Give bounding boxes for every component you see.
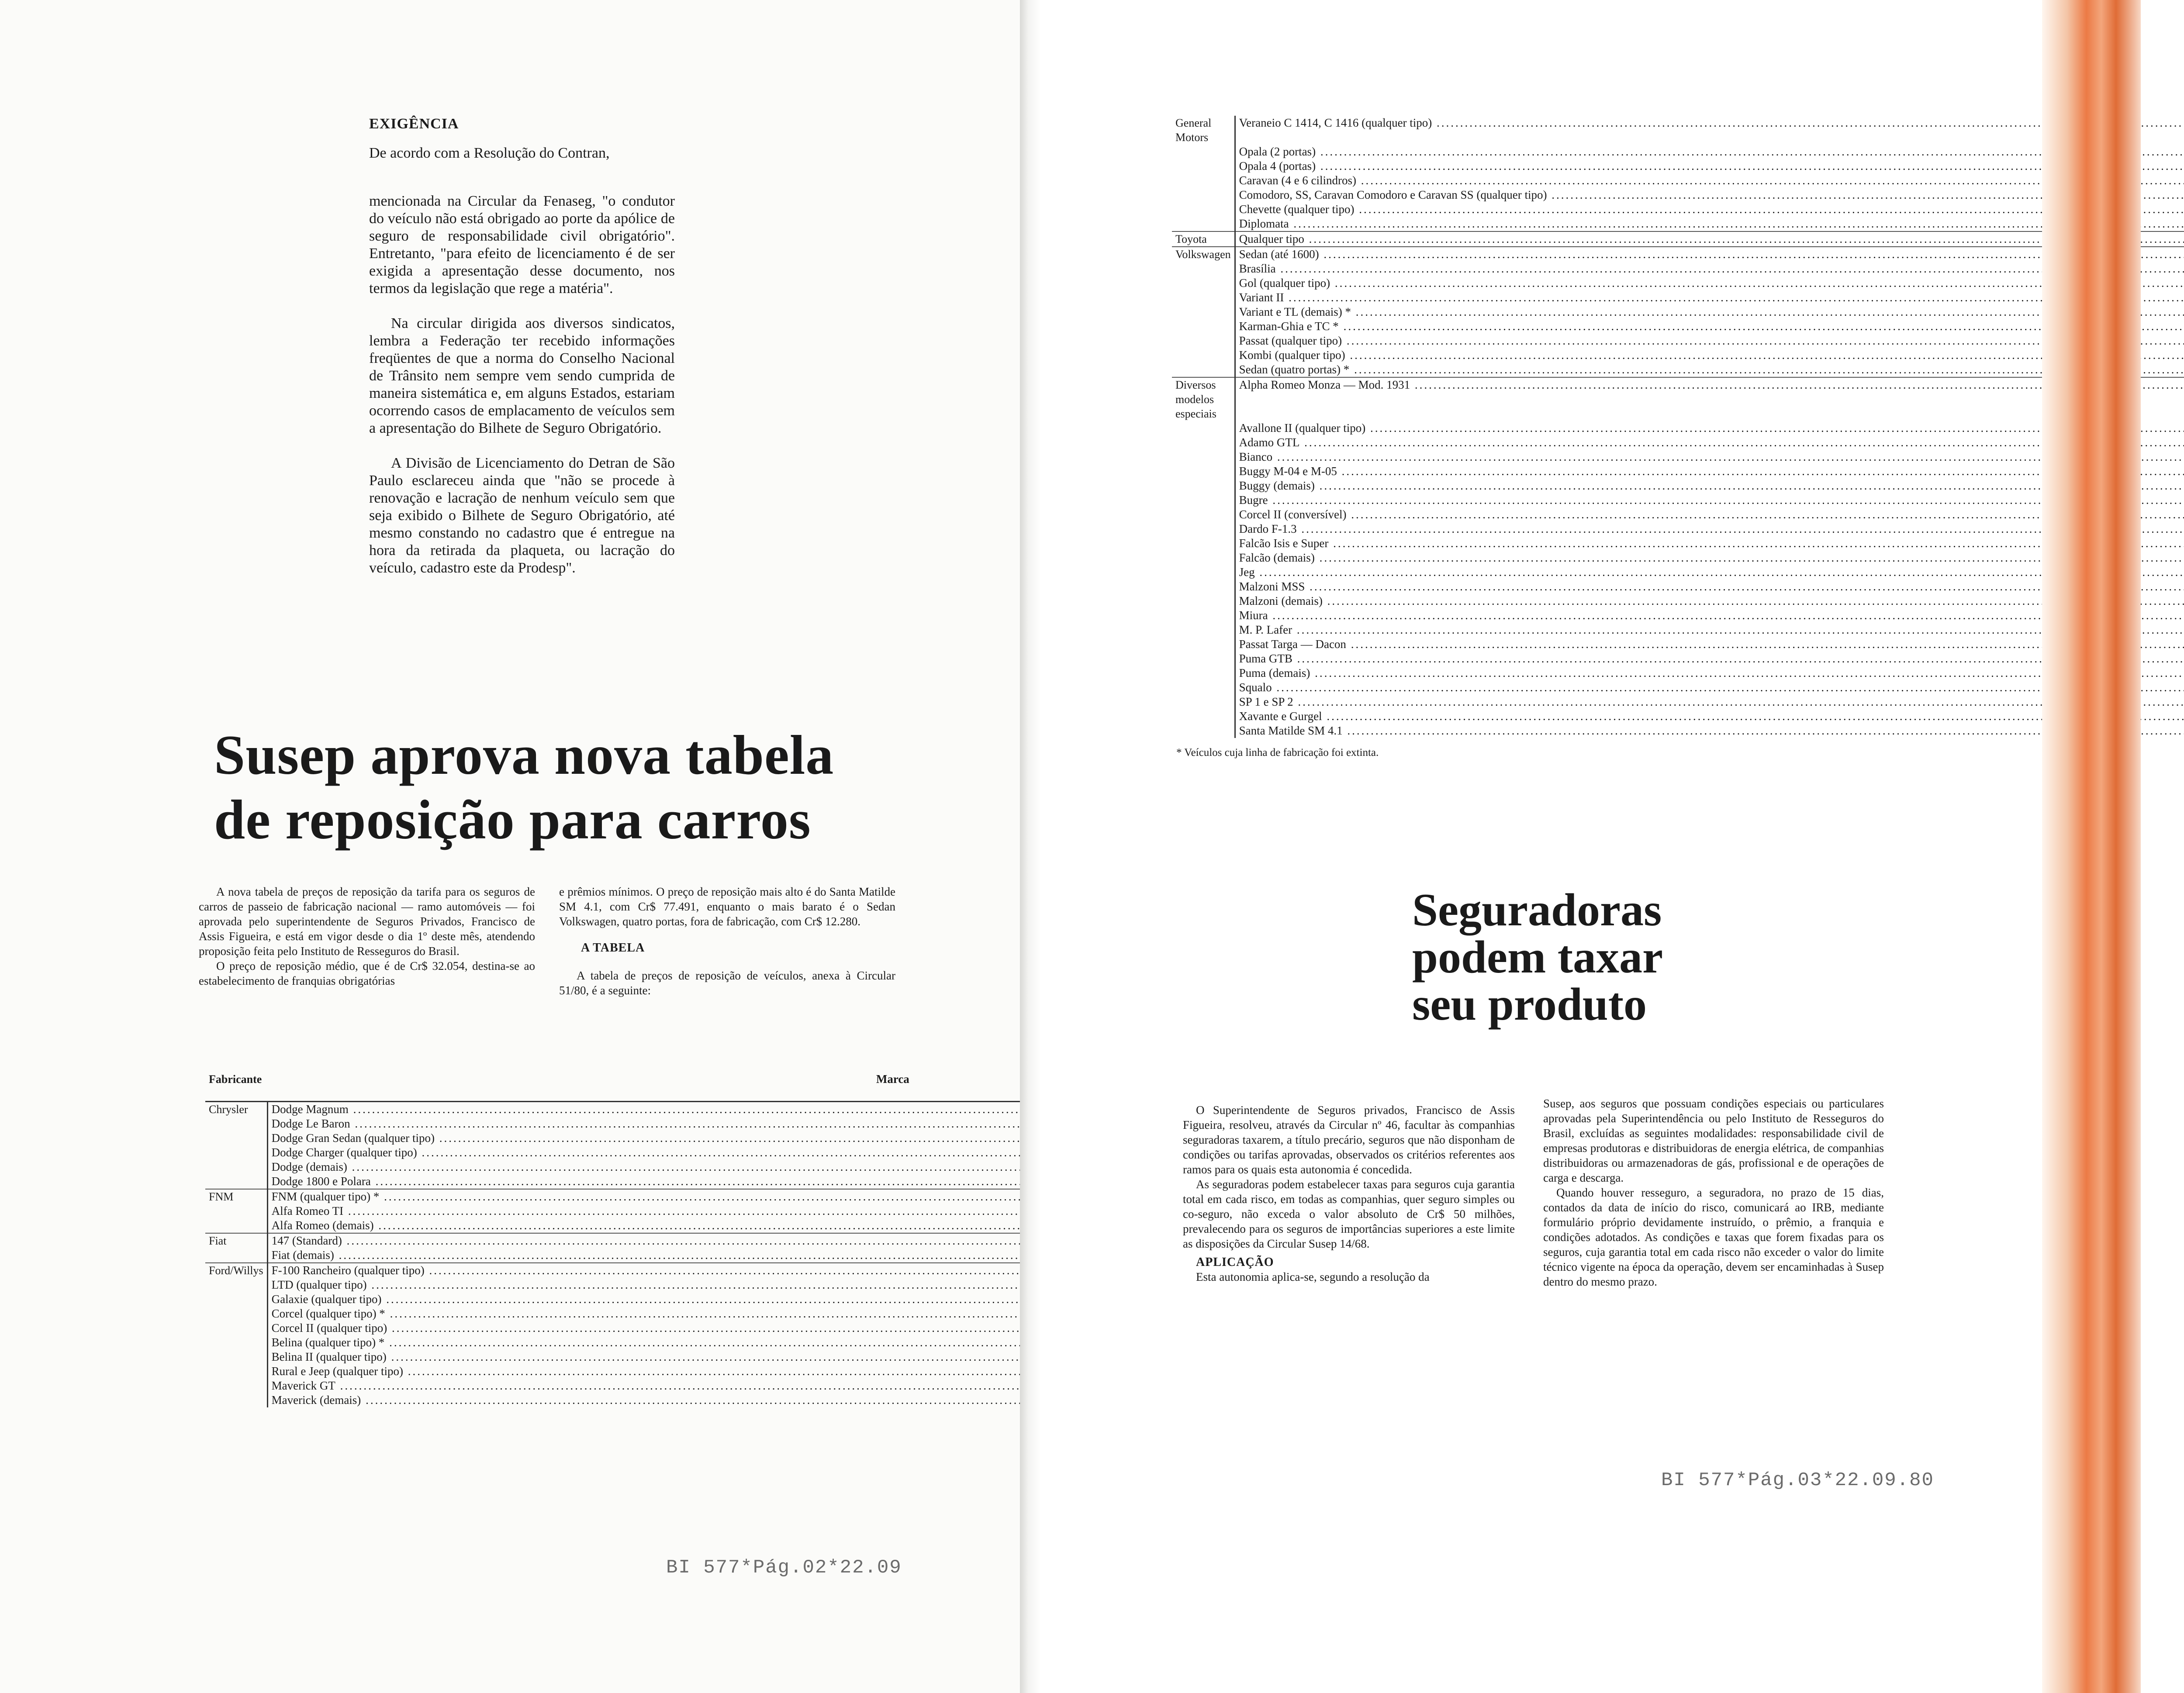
model-name: Corcel (qualquer tipo) * ..... xyxy=(272,1307,1515,1321)
maker-cell xyxy=(1172,435,1235,450)
maker-cell: Fiat xyxy=(209,1234,227,1247)
model-name: Belina II (qualquer tipo) ..... xyxy=(272,1350,1515,1364)
page-edge xyxy=(2042,0,2141,1693)
model-name: Miura ..... xyxy=(1239,608,2184,623)
maker-cell: Diversos modelos especiais xyxy=(1175,379,1216,420)
maker-cell xyxy=(1172,623,1235,637)
model-name: Passat Targa — Dacon ..... xyxy=(1239,637,2184,652)
model-name: Belina (qualquer tipo) * ..... xyxy=(272,1335,1515,1350)
maker-cell xyxy=(205,1248,267,1263)
model-name: Avallone II (qualquer tipo) ..... xyxy=(1239,421,2184,435)
headline-line: podem taxar xyxy=(1412,931,1663,983)
maker-cell xyxy=(1172,290,1235,305)
left-page xyxy=(0,0,1020,1693)
table-row xyxy=(1172,709,2184,724)
price-table xyxy=(1172,116,2184,738)
maker-cell xyxy=(205,1145,267,1160)
maker-cell xyxy=(1172,202,1235,217)
table-row xyxy=(1172,262,2184,276)
exigencia-paragraph: Na circular dirigida aos diversos sindicatos, lembra a Federação ter recebido informações freqüentes de que a norma do Conselho Nacional de Trânsito nem sempre vem sendo cumprida de maneira sistemática e, em alguns Estados, estariam ocorrendo casos de emplacamento de veículos sem a apresentação do Bilhete de Seguro Obrigatório. xyxy=(369,315,675,436)
maker-cell xyxy=(205,1218,267,1233)
table-row xyxy=(1172,522,2184,536)
table-row xyxy=(1172,594,2184,608)
maker-cell xyxy=(1172,507,1235,522)
model-name: Dodge 1800 e Polara ..... xyxy=(272,1174,1515,1189)
table-row xyxy=(1172,159,2184,173)
page-stamp: BI 577*Pág.02*22.09 xyxy=(666,1557,902,1579)
price-table-right xyxy=(1172,116,2024,759)
maker-cell xyxy=(1172,522,1235,536)
model-name: Sedan (até 1600) ..... xyxy=(1239,247,2184,262)
model-name: Kombi (qualquer tipo) ..... xyxy=(1239,348,2184,362)
article-paragraph: O Superintendente de Seguros privados, Francisco de Assis Figueira, resolveu, através da Circular nº 46, facultar às companhias seguradoras taxarem, a título precário, seguros que não disponham de condições ou tarifas aprovadas, observados os critérios referentes aos ramos para os quais esta autonomia é concedida. xyxy=(1183,1103,1515,1176)
exigencia-paragraph: mencionada na Circular da Fenaseg, "o condutor do veículo não está obrigado ao porte da apólice de seguro de responsabilidade civil obrigatório". Entretanto, "para efeito de licenciamento é de ser exigida a apresentação desse documento, nos termos da legislação que rege a matéria". xyxy=(369,193,675,297)
maker-cell xyxy=(1172,362,1235,377)
maker-cell xyxy=(1172,536,1235,551)
model-name: LTD (qualquer tipo) ..... xyxy=(272,1278,1515,1292)
model-name: Alfa Romeo TI ..... xyxy=(272,1204,1515,1218)
model-name: Bianco ..... xyxy=(1239,450,2184,464)
table-row xyxy=(1172,188,2184,202)
maker-cell xyxy=(205,1292,267,1307)
article-column-2 xyxy=(1543,1096,1884,1289)
maker-cell xyxy=(1172,579,1235,594)
article-column-2 xyxy=(559,884,895,998)
table-row xyxy=(1172,231,2184,247)
maker-cell xyxy=(205,1350,267,1364)
maker-cell xyxy=(205,1117,267,1131)
article-subhead: A TABELA xyxy=(581,941,645,955)
model-name: Sedan (quatro portas) * ..... xyxy=(1239,362,2184,377)
maker-cell xyxy=(205,1174,267,1189)
maker-cell xyxy=(205,1307,267,1321)
model-name: Squalo ..... xyxy=(1239,680,2184,695)
maker-cell xyxy=(1172,217,1235,231)
model-name: Dardo F-1.3 ..... xyxy=(1239,522,2184,536)
headline-line: Seguradoras xyxy=(1412,884,1662,935)
table-row xyxy=(1172,421,2184,435)
table-row xyxy=(1172,217,2184,231)
table-row xyxy=(1172,507,2184,522)
exigencia-paragraph: De acordo com a Resolução do Contran, xyxy=(369,145,610,161)
model-name: Variant e TL (demais) * ..... xyxy=(1239,305,2184,319)
table-row xyxy=(1172,464,2184,479)
maker-cell xyxy=(1172,695,1235,709)
maker-cell xyxy=(1172,421,1235,435)
table-row xyxy=(1172,276,2184,290)
table-row xyxy=(1172,493,2184,507)
maker-cell xyxy=(1172,608,1235,623)
maker-cell xyxy=(1172,188,1235,202)
model-name: Dodge Gran Sedan (qualquer tipo) ..... xyxy=(272,1131,1515,1145)
article-headline xyxy=(214,723,957,852)
model-name: Puma GTB ..... xyxy=(1239,652,2184,666)
table-row xyxy=(1172,450,2184,464)
maker-cell xyxy=(205,1364,267,1379)
table-row xyxy=(1172,666,2184,680)
maker-cell xyxy=(1172,551,1235,565)
maker-cell xyxy=(1172,724,1235,738)
model-name: Passat (qualquer tipo) ..... xyxy=(1239,334,2184,348)
maker-cell xyxy=(205,1379,267,1393)
right-page xyxy=(1041,0,2141,1693)
model-name: Falcão (demais) ..... xyxy=(1239,551,2184,565)
article-paragraph: e prêmios mínimos. O preço de reposição mais alto é do Santa Matilde SM 4.1, com Cr$ 77.491, enquanto o mais barato é o Sedan Volkswagen, quatro portas, fora de fabricação, com Cr$ 12.280. xyxy=(559,885,895,928)
table-row xyxy=(1172,565,2184,579)
table-row xyxy=(1172,551,2184,565)
maker-cell xyxy=(1172,262,1235,276)
maker-cell xyxy=(1172,709,1235,724)
model-name: Chevette (qualquer tipo) ..... xyxy=(1239,202,2184,217)
maker-cell xyxy=(1172,450,1235,464)
model-name: Karman-Ghia e TC * ..... xyxy=(1239,319,2184,334)
model-name: Bugre ..... xyxy=(1239,493,2184,507)
table-row xyxy=(1172,305,2184,319)
maker-cell: Toyota xyxy=(1175,233,1207,245)
model-name: Alfa Romeo (demais) ..... xyxy=(272,1218,1515,1233)
table-row xyxy=(1172,579,2184,594)
model-name: Jeg ..... xyxy=(1239,565,2184,579)
maker-cell: Chrysler xyxy=(209,1103,248,1116)
table-row xyxy=(1172,536,2184,551)
table-row xyxy=(1172,202,2184,217)
column-header-marca: Marca xyxy=(267,1072,1519,1102)
maker-cell xyxy=(1172,637,1235,652)
maker-cell xyxy=(1172,145,1235,159)
article-column-1 xyxy=(199,884,535,988)
model-name: Rural e Jeep (qualquer tipo) ..... xyxy=(272,1364,1515,1379)
table-row xyxy=(1172,334,2184,348)
model-name: Malzoni (demais) ..... xyxy=(1239,594,2184,608)
table-row xyxy=(1172,247,2184,262)
article-paragraph: A tabela de preços de reposição de veículos, anexa à Circular 51/80, é a seguinte: xyxy=(559,969,895,997)
article-paragraph: As seguradoras podem estabelecer taxas para seguros cuja garantia total em cada risco, em todas as companhias, quer seguro simples ou co-seguro, não exceda o valor absoluto de Cr$ 50 milhões, prevalecendo para os seguros de importâncias superiores a este limite as disposições da Circular Susep 14/68. xyxy=(1183,1178,1515,1250)
table-row xyxy=(1172,623,2184,637)
model-name: FNM (qualquer tipo) * ..... xyxy=(272,1190,1515,1204)
exigencia-paragraph: A Divisão de Licenciamento do Detran de São Paulo esclareceu ainda que "não se procede à renovação e lacração de nenhum veículo sem que seja exibido o Bilhete de Seguro Obrigatório, até mesmo constando no cadastro que é entregue na hora da retirada da plaqueta, ou lacração do veículo, cadastro este da Prodesp". xyxy=(369,455,675,576)
maker-cell xyxy=(205,1160,267,1174)
model-name: Alpha Romeo Monza — Mod. 1931 ..... xyxy=(1239,378,2184,392)
maker-cell xyxy=(1172,276,1235,290)
maker-cell xyxy=(205,1131,267,1145)
model-name: Falcão Isis e Super ..... xyxy=(1239,536,2184,551)
table-row xyxy=(1172,652,2184,666)
table-row xyxy=(1172,680,2184,695)
table-row xyxy=(1172,290,2184,305)
maker-cell xyxy=(1172,479,1235,493)
model-name: Puma (demais) ..... xyxy=(1239,666,2184,680)
model-name: Malzoni MSS ..... xyxy=(1239,579,2184,594)
model-name: Gol (qualquer tipo) ..... xyxy=(1239,276,2184,290)
model-name: Corcel II (qualquer tipo) ..... xyxy=(272,1321,1515,1335)
maker-cell xyxy=(205,1321,267,1335)
model-name: Qualquer tipo ..... xyxy=(1239,232,2184,246)
model-name: Buggy M-04 e M-05 ..... xyxy=(1239,464,2184,479)
headline-line: seu produto xyxy=(1412,979,1647,1030)
model-name: Veraneio C 1414, C 1416 (qualquer tipo) ..... xyxy=(1239,116,2184,130)
model-name: Variant II ..... xyxy=(1239,290,2184,305)
page-stamp: BI 577*Pág.03*22.09.80 xyxy=(1661,1469,1934,1491)
maker-cell xyxy=(1172,666,1235,680)
table-row xyxy=(1172,145,2184,159)
table-row xyxy=(1172,362,2184,377)
model-name: Fiat (demais) ..... xyxy=(272,1248,1515,1262)
maker-cell: Volkswagen xyxy=(1175,248,1231,261)
maker-cell xyxy=(1172,305,1235,319)
maker-cell xyxy=(205,1335,267,1350)
maker-cell xyxy=(1172,652,1235,666)
article-paragraph: O preço de reposição médio, que é de Cr$ 32.054, destina-se ao estabelecimento de franquias obrigatórias xyxy=(199,959,535,987)
maker-cell: FNM xyxy=(209,1190,234,1203)
model-name: SP 1 e SP 2 ..... xyxy=(1239,695,2184,709)
table-row xyxy=(1172,608,2184,623)
article-paragraph: Quando houver resseguro, a seguradora, no prazo de 15 dias, contados da data de início do risco, comunicará ao IRB, mediante formulário próprio devidamente instruído, o prêmio, a franquia e condições adotados. As condições e taxas que forem fixadas para os seguros, cuja garantia total em cada risco não exceder o valor do limite técnico vigente na época da operação, devem ser encaminhadas à Susep dentro do mesmo prazo. xyxy=(1543,1186,1884,1288)
table-row xyxy=(1172,377,2184,421)
table-row xyxy=(1172,479,2184,493)
model-name: Adamo GTL ..... xyxy=(1239,435,2184,450)
model-name: Dodge (demais) ..... xyxy=(272,1160,1515,1174)
exigencia-section xyxy=(369,116,684,577)
table-row xyxy=(1172,695,2184,709)
model-name: Dodge Le Baron ..... xyxy=(272,1117,1515,1131)
model-name: Santa Matilde SM 4.1 ..... xyxy=(1239,724,2184,738)
model-name: F-100 Rancheiro (qualquer tipo) ..... xyxy=(272,1263,1515,1278)
article-paragraph: A nova tabela de preços de reposição da tarifa para os seguros de carros de passeio de fabricação nacional — ramo automóveis — foi aprovada pelo superintendente de Seguros Privados, Francisco de Assis Figueira, e está em vigor desde o dia 1º deste mês, atendendo proposição feita pelo Instituto de Resseguros do Brasil. xyxy=(199,885,535,958)
maker-cell xyxy=(205,1204,267,1218)
model-name: Galaxie (qualquer tipo) ..... xyxy=(272,1292,1515,1307)
table-row xyxy=(1172,435,2184,450)
maker-cell xyxy=(1172,334,1235,348)
model-name: 147 (Standard) ..... xyxy=(272,1234,1515,1248)
maker-cell xyxy=(1172,594,1235,608)
model-name: Brasília ..... xyxy=(1239,262,2184,276)
maker-cell xyxy=(1172,680,1235,695)
article-paragraph: Esta autonomia aplica-se, segundo a resolução da xyxy=(1196,1270,1430,1283)
maker-cell xyxy=(1172,348,1235,362)
table-row xyxy=(1172,116,2184,145)
headline-line: Susep aprova nova tabela xyxy=(214,724,834,786)
model-name: Dodge Magnum ..... xyxy=(272,1102,1515,1117)
article-subhead: APLICAÇÃO xyxy=(1196,1255,1274,1269)
model-name: Opala (2 portas) ..... xyxy=(1239,145,2184,159)
article-paragraph: Susep, aos seguros que possuam condições especiais ou particulares aprovadas pela Superintendência ou pelo Instituto de Resseguros do Brasil, excluídas as seguintes modalidades: responsabilidade civil de empresas produtoras e distribuidoras de energia elétrica, de companhias distribuidoras ou armazenadoras de gás, profissional e de operações de carga e descarga. xyxy=(1543,1097,1884,1184)
headline-line: de reposição para carros xyxy=(214,789,811,851)
model-name: Xavante e Gurgel ..... xyxy=(1239,709,2184,724)
model-name: Buggy (demais) ..... xyxy=(1239,479,2184,493)
model-name: Corcel II (conversível) ..... xyxy=(1239,507,2184,522)
table-row xyxy=(1172,637,2184,652)
article-headline xyxy=(1412,886,1849,1028)
maker-cell xyxy=(1172,565,1235,579)
model-name: Comodoro, SS, Caravan Comodoro e Caravan SS (qualquer tipo) ..... xyxy=(1239,188,2184,202)
maker-cell xyxy=(1172,319,1235,334)
model-name: M. P. Lafer ..... xyxy=(1239,623,2184,637)
table-row xyxy=(1172,173,2184,188)
table-footnote: * Veículos cuja linha de fabricação foi extinta. xyxy=(1176,747,1379,759)
maker-cell: Ford/Willys xyxy=(209,1264,263,1277)
column-header-fabricante: Fabricante xyxy=(205,1072,267,1102)
price-table-left xyxy=(205,1072,909,1407)
maker-cell xyxy=(205,1393,267,1407)
maker-cell: General Motors xyxy=(1175,117,1212,144)
maker-cell xyxy=(1172,493,1235,507)
table-row xyxy=(1172,319,2184,334)
model-name: Opala 4 (portas) ..... xyxy=(1239,159,2184,173)
model-name: Dodge Charger (qualquer tipo) ..... xyxy=(272,1145,1515,1160)
model-name: Maverick (demais) ..... xyxy=(272,1393,1515,1407)
model-name: Caravan (4 e 6 cilindros) ..... xyxy=(1239,173,2184,188)
article-column-1 xyxy=(1183,1103,1515,1284)
table-row xyxy=(1172,724,2184,738)
maker-cell xyxy=(1172,159,1235,173)
model-name: Maverick GT ..... xyxy=(272,1379,1515,1393)
maker-cell xyxy=(205,1278,267,1292)
book-gutter xyxy=(1020,0,1041,1693)
exigencia-heading: EXIGÊNCIA xyxy=(369,116,459,132)
table-row xyxy=(1172,348,2184,362)
maker-cell xyxy=(1172,464,1235,479)
model-name: Diplomata ..... xyxy=(1239,217,2184,231)
maker-cell xyxy=(1172,173,1235,188)
